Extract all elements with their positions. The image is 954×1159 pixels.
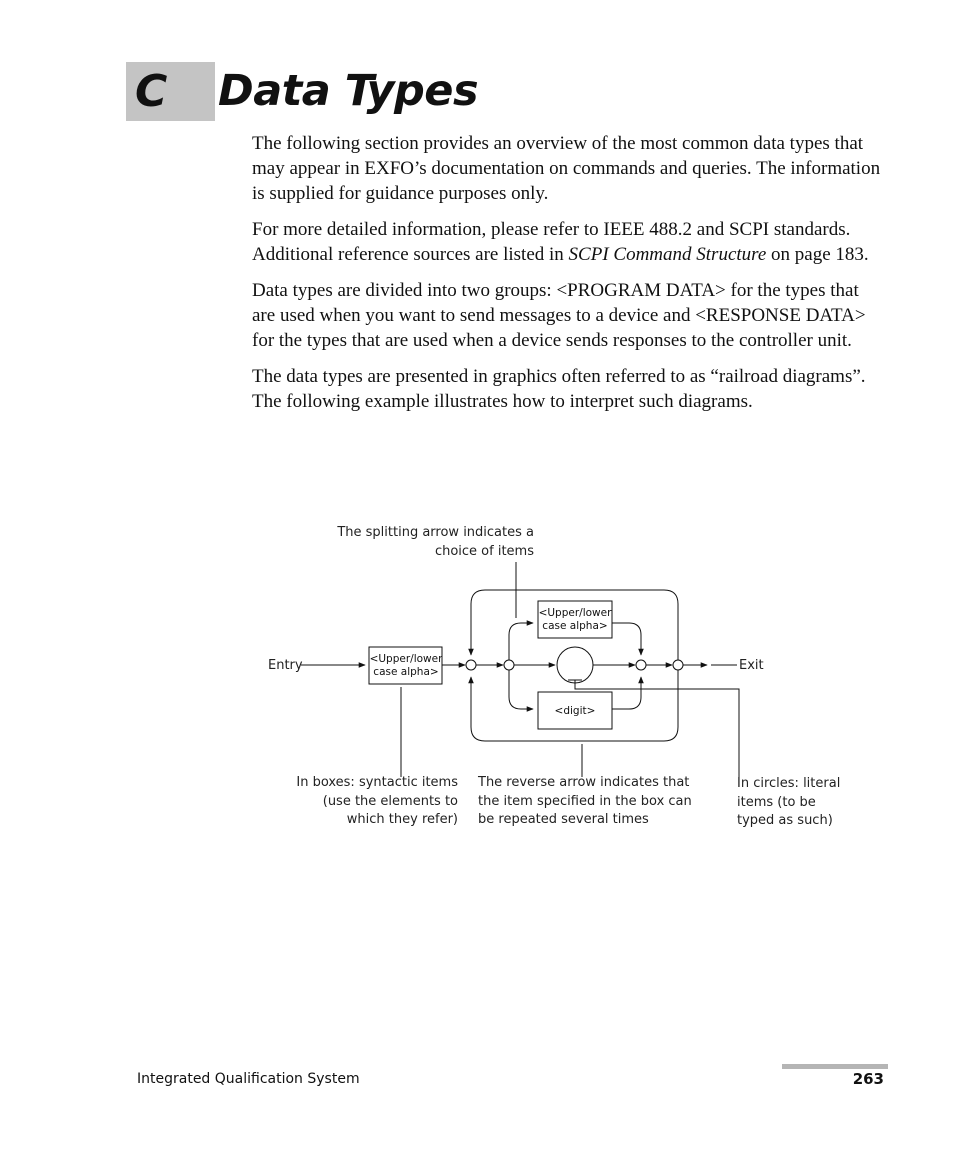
paragraph-intro: The following section provides an overview of the most common data types that may appear in EXFO’s documentation on commands and queries. The information is supplied for guidance purposes only. <box>252 133 881 204</box>
digit-box-label: <digit> <box>554 705 596 717</box>
upper-box-line-2: case alpha> <box>542 620 608 632</box>
footer-title: Integrated Qualification System <box>137 1071 360 1087</box>
body-text <box>252 131 884 425</box>
callout-circles-line-3: typed as such) <box>737 813 833 828</box>
page-number: 263 <box>852 1070 884 1088</box>
node-3 <box>636 660 646 670</box>
railroad-diagram <box>255 515 855 845</box>
callout-split-line-2: choice of items <box>434 544 534 559</box>
callout-boxes-line-3: which they refer) <box>346 812 458 827</box>
callout-reverse-line-3: be repeated several times <box>478 812 649 827</box>
callout-split-line-1: The splitting arrow indicates a <box>337 525 534 540</box>
chapter-title: Data Types <box>218 66 479 116</box>
callout-reverse-line-2: the item specified in the box can <box>478 794 692 809</box>
callout-boxes-line-1: In boxes: syntactic items <box>296 775 458 790</box>
paragraph-groups: Data types are divided into two groups: <PROGRAM DATA> for the types that are used when you want to send messages to a device and <RESPONSE DATA> for the types that are used when a device sends responses to the controller unit. <box>252 280 866 351</box>
upper-box-line-1: <Upper/lower <box>538 607 612 619</box>
footer-rule <box>782 1064 888 1069</box>
paragraph-references-page: on page 183. <box>766 244 869 265</box>
node-2 <box>504 660 514 670</box>
cross-reference-link[interactable]: SCPI Command Structure <box>568 244 767 265</box>
entry-box-line-2: case alpha> <box>373 666 439 678</box>
paragraph-references <box>252 217 884 267</box>
chapter-letter: C <box>135 66 168 117</box>
paragraph-railroad: The data types are presented in graphics often referred to as “railroad diagrams”. The following example illustrates how to interpret such diagrams. <box>252 366 866 412</box>
node-1 <box>466 660 476 670</box>
literal-circle <box>557 647 593 683</box>
callout-boxes-line-2: (use the elements to <box>322 794 458 809</box>
callout-circles-line-2: items (to be <box>737 795 816 810</box>
entry-label: Entry <box>268 658 303 673</box>
entry-box-line-1: <Upper/lower <box>369 653 443 665</box>
node-4 <box>673 660 683 670</box>
callout-circles-line-1: In circles: literal <box>737 776 841 791</box>
callout-reverse-line-1: The reverse arrow indicates that <box>478 775 690 790</box>
paragraph-references-text: For more detailed information, please refer to IEEE 488.2 and SCPI standards. Additional reference sources are listed in <box>252 219 851 265</box>
exit-label: Exit <box>739 658 764 673</box>
